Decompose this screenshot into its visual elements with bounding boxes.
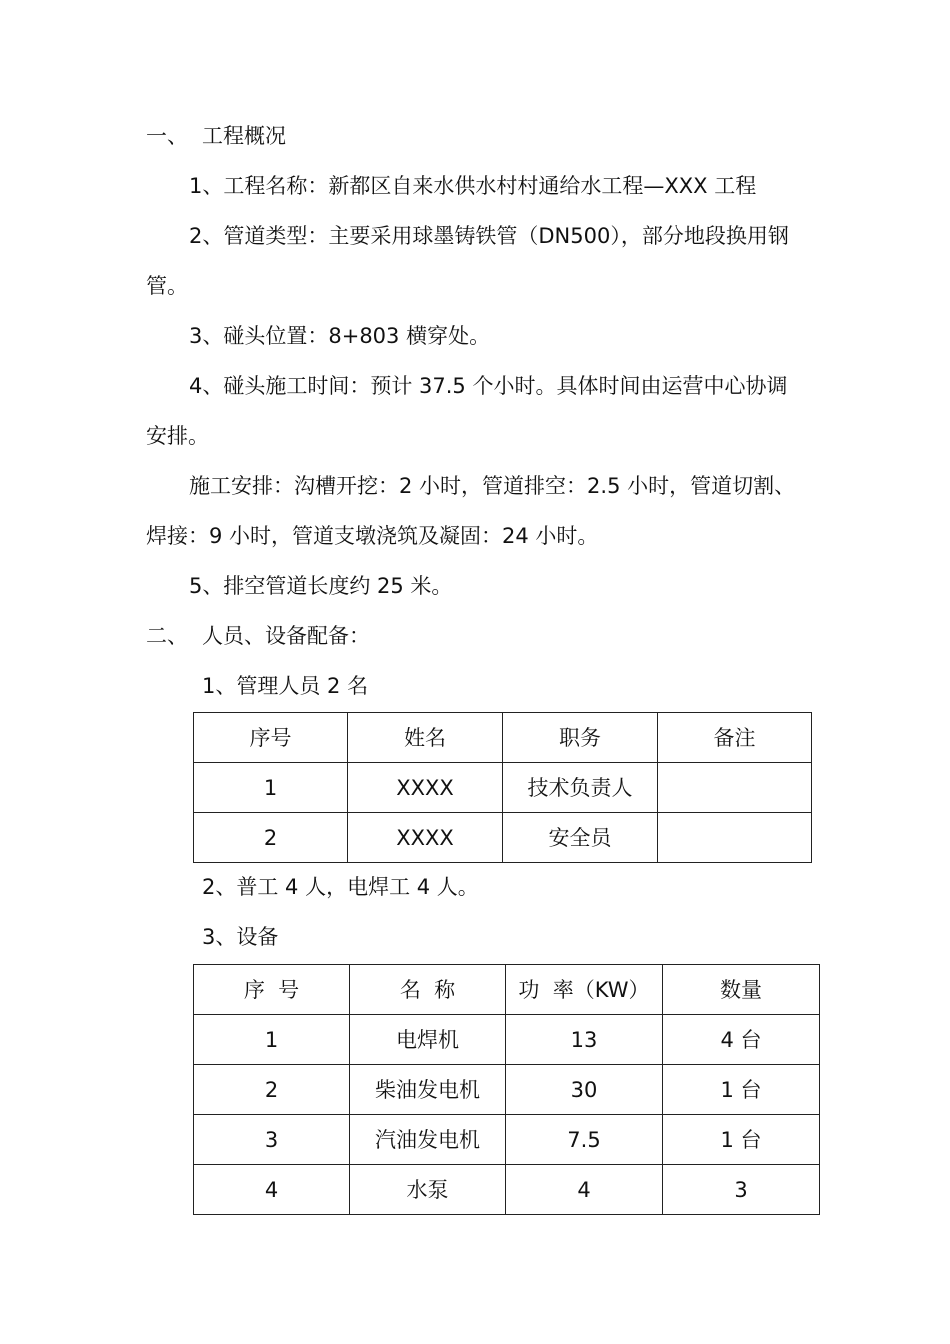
section2-number: 二、 [146,624,188,648]
header-cell: 序 号 [194,965,350,1015]
table-cell: 3 [663,1165,820,1215]
table-row [194,1015,820,1065]
paragraph-drain-length: 5、排空管道长度约 25 米。 [189,574,453,598]
table-header-row [194,965,820,1015]
table-cell: 4 [506,1165,663,1215]
table-cell [658,813,812,863]
table-cell: 柴油发电机 [350,1065,506,1115]
table-cell: 1 台 [663,1115,820,1165]
paragraph-construction-time-line1: 4、碰头施工时间：预计 37.5 个小时。具体时间由运营中心协调 [189,374,788,398]
table-row [194,1115,820,1165]
equipment-table [193,964,820,1215]
paragraph-project-name: 1、工程名称：新都区自来水供水村村通给水工程—XXX 工程 [189,174,757,198]
table-row [194,813,812,863]
section2-title: 人员、设备配备： [202,624,370,648]
table-cell: 3 [194,1115,350,1165]
subheading-equipment: 3、设备 [202,925,279,949]
paragraph-construction-time-line2: 安排。 [146,424,209,448]
table-cell: 1 [194,1015,350,1065]
table-cell: 1 [194,763,348,813]
table-cell: XXXX [348,813,503,863]
header-cell: 序号 [194,713,348,763]
header-cell: 职务 [503,713,658,763]
subheading-managers: 1、管理人员 2 名 [202,674,369,698]
paragraph-pipe-type-line1: 2、管道类型：主要采用球墨铸铁管（DN500），部分地段换用钢 [189,224,789,248]
section1-title: 工程概况 [202,124,286,148]
table-row [194,1065,820,1115]
paragraph-schedule-line1: 施工安排：沟槽开挖：2 小时，管道排空：2.5 小时，管道切割、 [189,474,796,498]
table-row [194,763,812,813]
paragraph-connection-position: 3、碰头位置：8+803 横穿处。 [189,324,491,348]
table-header-row [194,713,812,763]
table-cell: 汽油发电机 [350,1115,506,1165]
paragraph-pipe-type-line2: 管。 [146,274,188,298]
table-cell: 1 台 [663,1065,820,1115]
table-cell: 4 台 [663,1015,820,1065]
table-cell: 技术负责人 [503,763,658,813]
table-cell [658,763,812,813]
table-cell: 7.5 [506,1115,663,1165]
header-cell: 姓名 [348,713,503,763]
section1-number: 一、 [146,124,188,148]
table-cell: 13 [506,1015,663,1065]
header-cell: 名 称 [350,965,506,1015]
staff-table [193,712,812,863]
table-cell: 电焊机 [350,1015,506,1065]
header-cell: 备注 [658,713,812,763]
table-cell: 安全员 [503,813,658,863]
table-cell: 2 [194,1065,350,1115]
table-row [194,1165,820,1215]
table-cell: 30 [506,1065,663,1115]
table-cell: XXXX [348,763,503,813]
table-cell: 2 [194,813,348,863]
header-cell: 数量 [663,965,820,1015]
header-cell: 功 率（KW） [506,965,663,1015]
table-cell: 4 [194,1165,350,1215]
paragraph-schedule-line2: 焊接：9 小时，管道支墩浇筑及凝固：24 小时。 [146,524,599,548]
subheading-workers: 2、普工 4 人，电焊工 4 人。 [202,875,479,899]
table-cell: 水泵 [350,1165,506,1215]
